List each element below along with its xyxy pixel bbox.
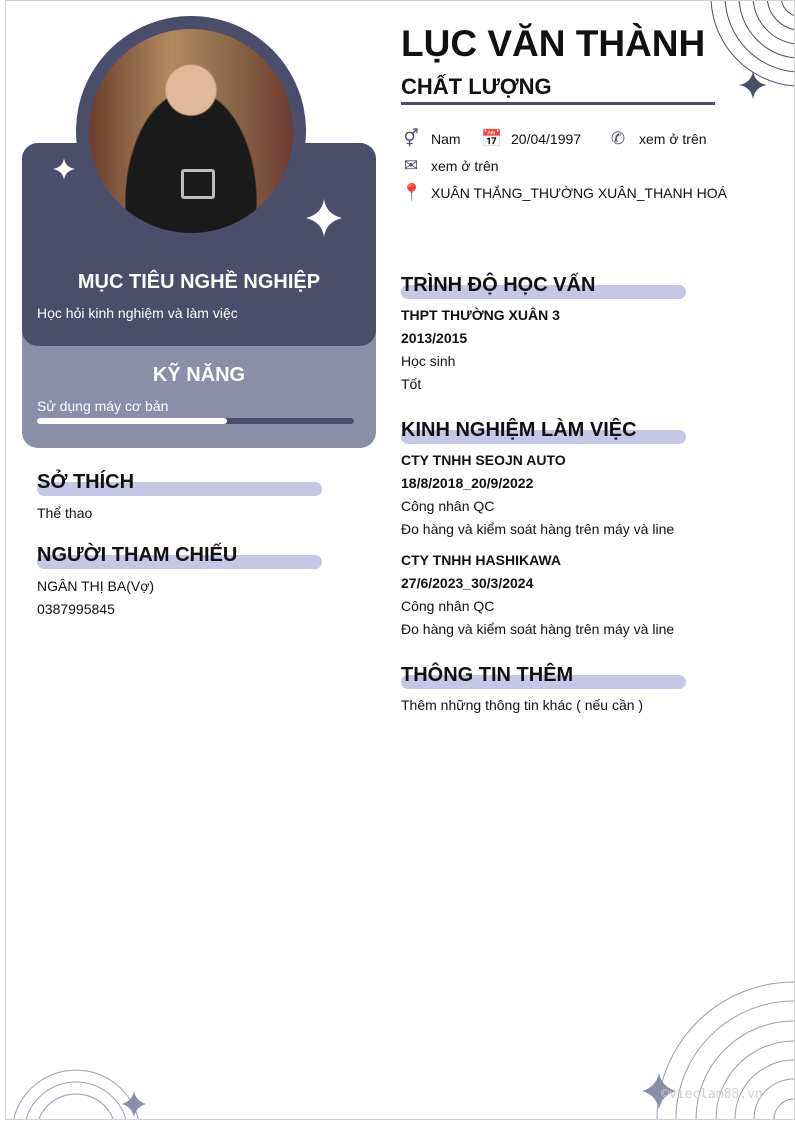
education-grade: Tốt: [401, 376, 422, 392]
experience-title: KINH NGHIỆM LÀM VIỆC: [401, 419, 637, 441]
skills-title: KỸ NĂNG: [152, 364, 246, 386]
work-desc: Đo hàng và kiểm soát hàng trên máy và line: [401, 621, 675, 637]
extra-text: Thêm những thông tin khác ( nếu cần ): [401, 697, 644, 713]
work-period: 18/8/2018_20/9/2022: [401, 475, 534, 491]
email-icon: ✉: [403, 156, 419, 175]
extra-title: THÔNG TIN THÊM: [401, 664, 574, 686]
school: THPT THƯỜNG XUÂN 3: [401, 307, 560, 323]
work-period: 27/6/2023_30/3/2024: [401, 575, 534, 591]
skill-level-fill: [37, 418, 227, 424]
reference-name: NGÂN THỊ BA(Vợ): [37, 578, 155, 594]
education-title: TRÌNH ĐỘ HỌC VẤN: [401, 274, 596, 296]
company: CTY TNHH SEOJN AUTO: [401, 452, 566, 468]
arc: [774, 1099, 794, 1119]
objective-title: MỤC TIÊU NGHỀ NGHIỆP: [77, 271, 321, 293]
references-title: NGƯỜI THAM CHIẾU: [37, 544, 238, 566]
company: CTY TNHH HASHIKAWA: [401, 552, 561, 568]
sparkle-icon: [122, 1091, 146, 1117]
phone: xem ở trên: [639, 131, 707, 147]
gender: Nam: [431, 131, 461, 147]
birthday: 20/04/1997: [511, 131, 582, 147]
arc: [14, 1070, 138, 1119]
candidate-name: LỤC VĂN THÀNH: [401, 23, 706, 64]
hobbies-title: SỞ THÍCH: [37, 471, 135, 493]
skill-name: Sử dụng máy cơ bản: [37, 398, 169, 414]
email: xem ở trên: [431, 158, 499, 174]
sparkle-icon: [53, 158, 75, 180]
work-desc: Đo hàng và kiểm soát hàng trên máy và line: [401, 521, 675, 537]
address: XUÂN THẮNG_THƯỜNG XUÂN_THANH HOÁ: [431, 185, 727, 201]
phone-icon: ✆: [610, 129, 626, 148]
work-role: Công nhân QC: [401, 598, 495, 614]
sparkle-icon: [306, 199, 342, 237]
location-icon: 📍: [401, 183, 423, 202]
gender-icon: ⚥: [403, 129, 419, 148]
education-period: 2013/2015: [401, 330, 468, 346]
hobbies-text: Thể thao: [37, 505, 93, 521]
divider: [401, 102, 715, 105]
calendar-icon: 📅: [481, 129, 503, 148]
reference-phone: 0387995845: [37, 601, 115, 617]
arc: [716, 1041, 794, 1119]
work-role: Công nhân QC: [401, 498, 495, 514]
skill-level-bar: [37, 418, 354, 424]
watermark: ©vieclam88.vn: [661, 1087, 763, 1102]
candidate-position: CHẤT LƯỢNG: [401, 74, 552, 99]
arc: [39, 1094, 113, 1119]
education-major: Học sinh: [401, 353, 456, 369]
cv-page: [5, 0, 795, 1120]
objective-text: Học hỏi kinh nghiệm và làm việc: [37, 305, 238, 321]
